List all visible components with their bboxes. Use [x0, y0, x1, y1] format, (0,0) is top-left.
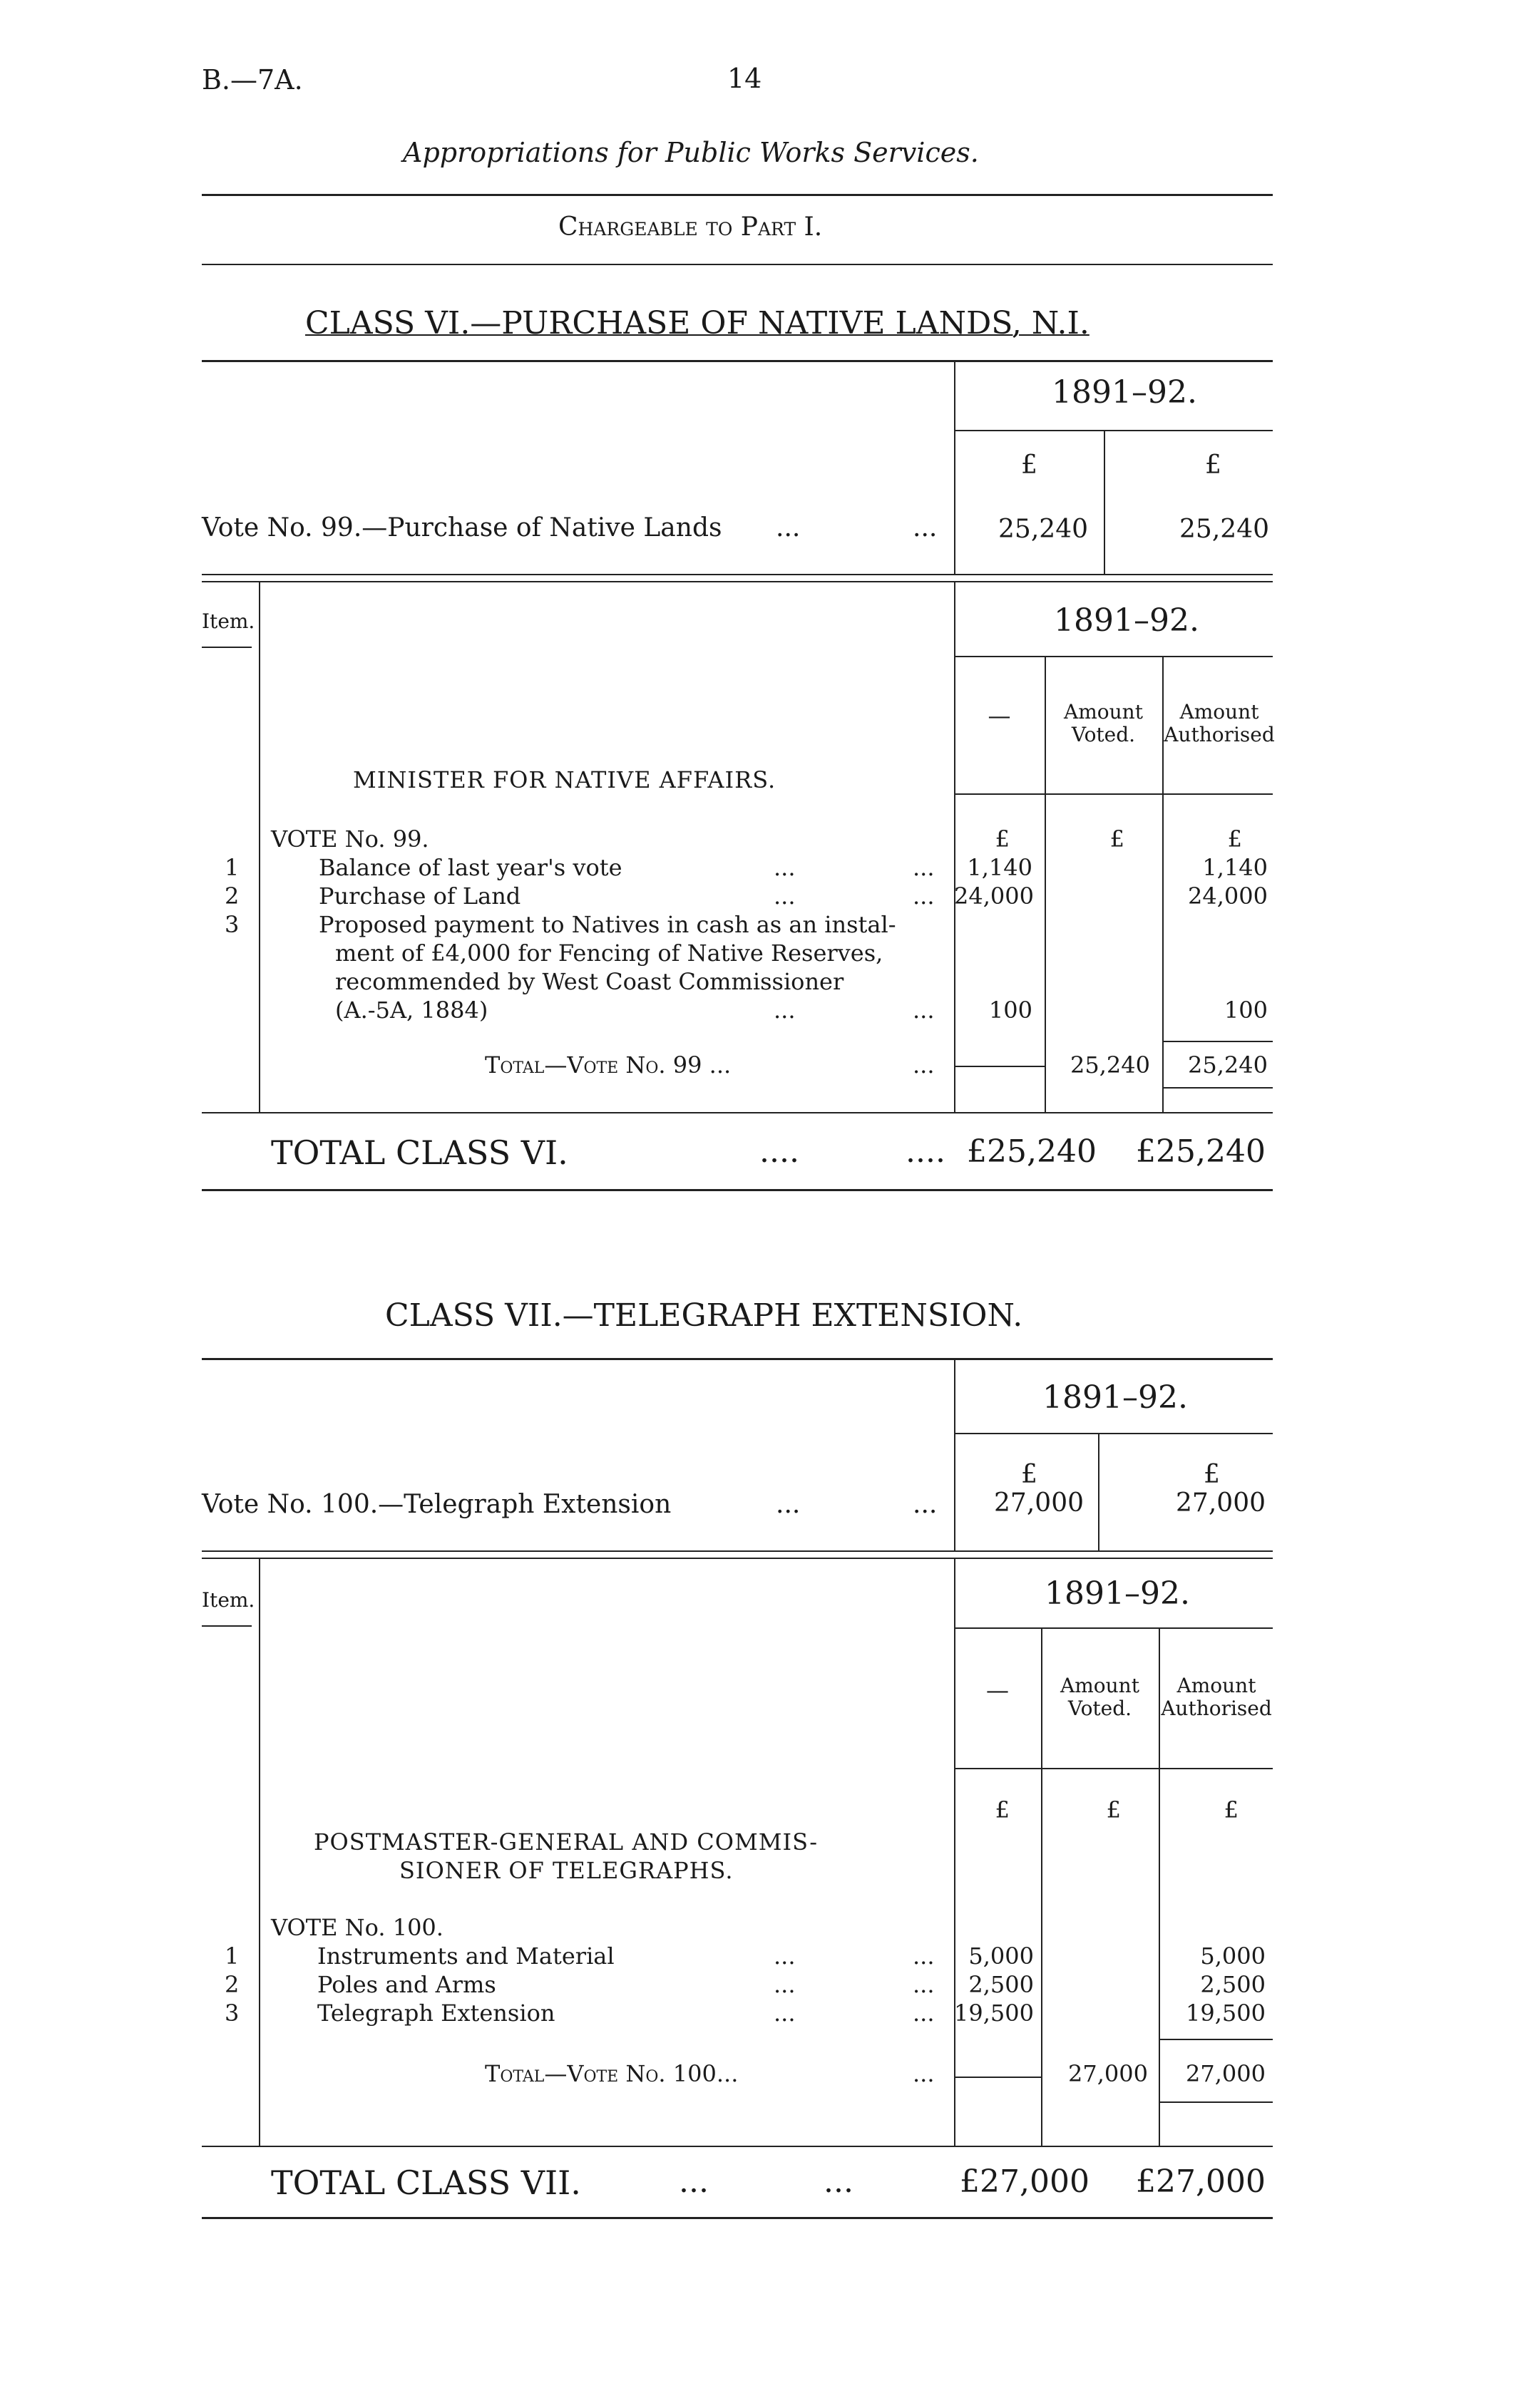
vote-label: Vote No. 100.—Telegraph Extension	[202, 1490, 672, 1519]
item-number: 3	[225, 2000, 240, 2027]
currency-symbol: £	[995, 1796, 1010, 1823]
rule	[954, 2077, 1041, 2078]
amount-voted-header-line2: Voted.	[1071, 723, 1136, 746]
item-number: 1	[225, 854, 240, 881]
vote-heading: VOTE No. 99.	[271, 825, 429, 853]
item-authorised: 100	[1224, 997, 1268, 1024]
rule	[954, 430, 1273, 431]
year-header: 1891–92.	[1045, 1575, 1190, 1612]
rule	[202, 1558, 1273, 1559]
item-number: 2	[225, 883, 240, 910]
leader-dots: ...	[774, 854, 796, 881]
vote-total-authorised: 25,240	[1188, 1051, 1268, 1079]
department-heading-line2: SIONER OF TELEGRAPHS.	[399, 1857, 734, 1884]
amount-voted-header-line1: Amount	[1064, 700, 1143, 724]
leader-dots: ...	[774, 997, 796, 1024]
currency-symbol: £	[1227, 825, 1242, 853]
column-divider	[259, 1558, 260, 2146]
item-number: 3	[225, 911, 240, 938]
leader-dots: ...	[776, 513, 801, 542]
column-divider	[954, 1358, 955, 1550]
item-authorised: 2,500	[1200, 1971, 1266, 1998]
document-reference: B.—7A.	[202, 64, 303, 96]
vote-amount: 27,000	[994, 1488, 1084, 1518]
item-label: Telegraph Extension	[317, 2000, 555, 2027]
rule	[1159, 2101, 1273, 2103]
vote-heading: VOTE No. 100.	[271, 1914, 444, 1941]
item-label: Poles and Arms	[317, 1971, 496, 1998]
leader-dots: ....	[759, 1133, 799, 1170]
item-header: Item.	[202, 609, 255, 633]
rule	[954, 793, 1273, 795]
rule	[1162, 1041, 1273, 1042]
rule	[1159, 2039, 1273, 2040]
page-subtitle: Chargeable to Part I.	[558, 212, 823, 242]
currency-symbol: £	[1204, 1460, 1220, 1489]
item-amount: 19,500	[954, 2000, 1034, 2027]
leader-dots: ...	[913, 2060, 935, 2087]
rule	[202, 2146, 1273, 2147]
item-amount: 5,000	[968, 1943, 1034, 1970]
class-total-value: £25,240	[967, 1133, 1097, 1170]
page-title: Appropriations for Public Works Services.	[403, 137, 979, 168]
year-header: 1891–92.	[1054, 602, 1199, 639]
rule	[202, 1625, 252, 1627]
class-6-title: CLASS VI.—PURCHASE OF NATIVE LANDS, N.I.	[305, 305, 1089, 341]
department-heading: MINISTER FOR NATIVE AFFAIRS.	[353, 766, 776, 793]
leader-dots: ...	[913, 1943, 935, 1970]
rule	[202, 360, 1273, 362]
leader-dots: ...	[913, 883, 935, 910]
rule	[202, 1189, 1273, 1191]
leader-dots: ...	[824, 2163, 853, 2200]
item-amount: 1,140	[967, 854, 1032, 881]
rule	[1162, 1087, 1273, 1089]
amount-authorised-header-line2: Authorised	[1164, 723, 1275, 746]
rule	[202, 264, 1273, 265]
vote-total-voted: 25,240	[1070, 1051, 1150, 1079]
leader-dots: ...	[913, 1490, 938, 1519]
item-authorised: 19,500	[1186, 2000, 1266, 2027]
leader-dots: ...	[913, 1971, 935, 1998]
page-number: 14	[727, 63, 762, 94]
rule	[202, 2217, 1273, 2219]
class-total-value: £25,240	[1136, 1133, 1266, 1170]
rule	[202, 581, 1273, 582]
dash-column-header: —	[988, 702, 1011, 729]
rule	[202, 194, 1273, 196]
column-divider	[259, 581, 260, 1112]
class-total-label: TOTAL CLASS VII.	[271, 2163, 581, 2202]
item-authorised: 1,140	[1202, 854, 1268, 881]
amount-authorised-header-line1: Amount	[1179, 700, 1259, 724]
rule	[954, 656, 1273, 657]
amount-voted-header-line2: Voted.	[1067, 1697, 1132, 1720]
department-heading-line1: POSTMASTER-GENERAL AND COMMIS-	[314, 1828, 819, 1856]
item-label-line: recommended by West Coast Commissioner	[335, 968, 844, 995]
leader-dots: ...	[776, 1490, 801, 1519]
item-authorised: 24,000	[1188, 883, 1268, 910]
currency-symbol: £	[1109, 825, 1124, 853]
rule	[202, 647, 252, 648]
rule	[202, 1550, 1273, 1552]
leader-dots: ...	[679, 2163, 709, 2200]
item-amount: 24,000	[954, 883, 1034, 910]
rule	[954, 1768, 1273, 1769]
item-label-line: (A.-5A, 1884)	[335, 997, 488, 1024]
vote-total-label: Total—Vote No. 100...	[485, 2060, 739, 2087]
column-divider	[954, 1558, 955, 2146]
currency-symbol: £	[1021, 451, 1037, 480]
currency-symbol: £	[1224, 1796, 1239, 1823]
item-label: Instruments and Material	[317, 1943, 615, 1970]
amount-authorised-header-line2: Authorised	[1161, 1697, 1272, 1720]
leader-dots: ...	[774, 883, 796, 910]
vote-total-authorised: 27,000	[1186, 2060, 1266, 2087]
rule	[202, 1112, 1273, 1113]
item-number: 1	[225, 1943, 240, 1970]
leader-dots: ....	[906, 1133, 945, 1170]
leader-dots: ...	[913, 513, 938, 542]
leader-dots: ...	[913, 854, 935, 881]
vote-amount: 25,240	[1179, 515, 1269, 544]
item-authorised: 5,000	[1200, 1943, 1266, 1970]
vote-total-label: Total—Vote No. 99 ...	[485, 1051, 732, 1079]
year-header: 1891–92.	[1042, 1379, 1188, 1416]
leader-dots: ...	[774, 1971, 796, 1998]
leader-dots: ...	[774, 1943, 796, 1970]
leader-dots: ...	[913, 997, 935, 1024]
vote-amount: 25,240	[998, 515, 1088, 544]
leader-dots: ...	[913, 1051, 935, 1079]
item-amount: 2,500	[968, 1971, 1034, 1998]
vote-label: Vote No. 99.—Purchase of Native Lands	[202, 513, 722, 542]
amount-voted-header-line1: Amount	[1060, 1674, 1139, 1697]
currency-symbol: £	[1205, 451, 1221, 480]
column-divider	[1104, 430, 1105, 574]
item-label-line: ment of £4,000 for Fencing of Native Reserves,	[335, 940, 883, 967]
vote-total-voted: 27,000	[1068, 2060, 1148, 2087]
rule	[954, 1433, 1273, 1434]
currency-symbol: £	[995, 825, 1010, 853]
vote-amount: 27,000	[1176, 1488, 1266, 1518]
item-label: Balance of last year's vote	[319, 854, 622, 881]
class-total-label: TOTAL CLASS VI.	[271, 1133, 568, 1172]
item-number: 2	[225, 1971, 240, 1998]
class-7-title: CLASS VII.—TELEGRAPH EXTENSION.	[385, 1297, 1023, 1334]
currency-symbol: £	[1106, 1796, 1121, 1823]
rule	[202, 574, 1273, 575]
item-label-line: Proposed payment to Natives in cash as an instal-	[319, 911, 896, 938]
leader-dots: ...	[774, 2000, 796, 2027]
dash-column-header: —	[986, 1677, 1009, 1704]
leader-dots: ...	[913, 2000, 935, 2027]
item-label: Purchase of Land	[319, 883, 521, 910]
rule	[954, 1066, 1045, 1067]
rule	[202, 1358, 1273, 1360]
item-header: Item.	[202, 1588, 255, 1612]
amount-authorised-header-line1: Amount	[1176, 1674, 1256, 1697]
class-total-value: £27,000	[960, 2163, 1089, 2200]
class-total-value: £27,000	[1136, 2163, 1266, 2200]
rule	[954, 1627, 1273, 1629]
item-amount: 100	[988, 997, 1032, 1024]
year-header: 1891–92.	[1052, 374, 1197, 411]
currency-symbol: £	[1021, 1460, 1037, 1489]
